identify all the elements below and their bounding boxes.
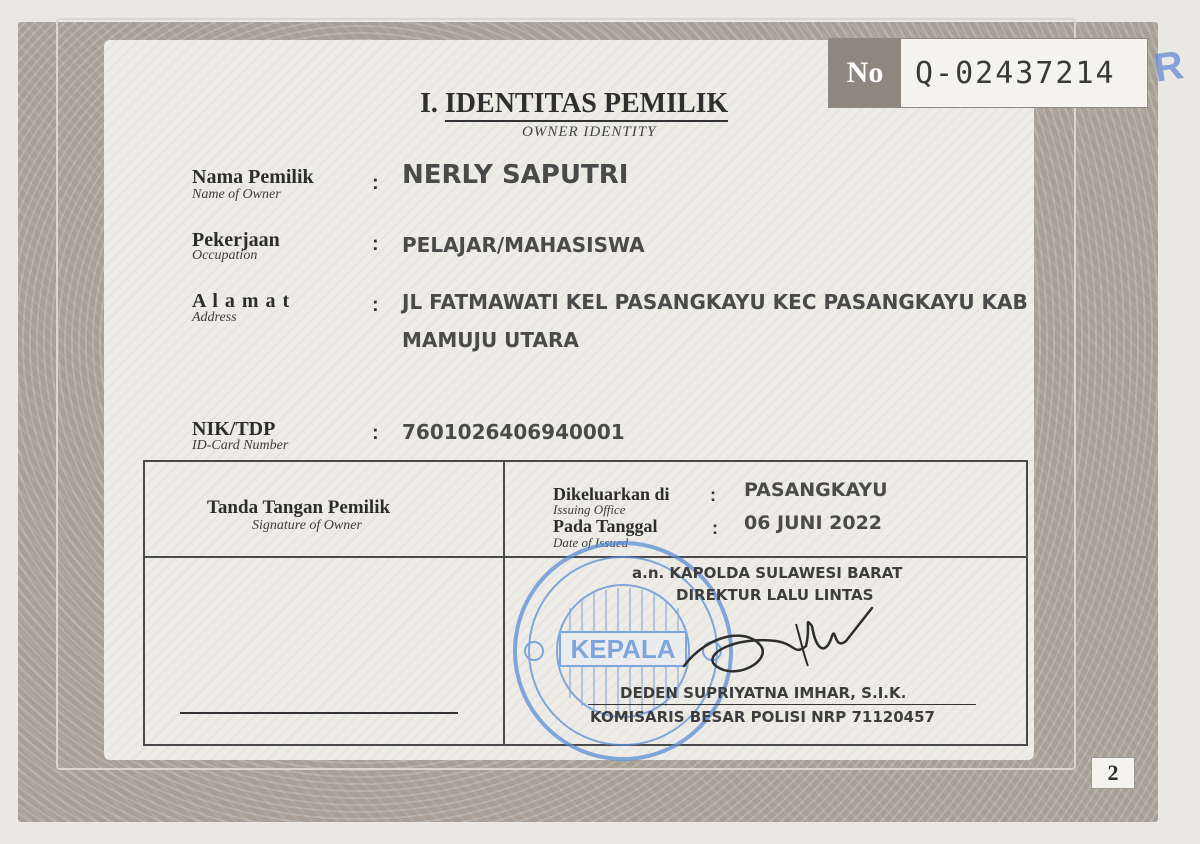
- issuing-office-label: Dikeluarkan di: [553, 484, 670, 504]
- issue-date-label: Pada Tanggal: [553, 516, 658, 536]
- section-subtitle: OWNER IDENTITY: [522, 124, 657, 140]
- address-label: A l a m a t: [192, 290, 291, 312]
- address-label-en: Address: [192, 310, 237, 325]
- edge-stamp-mark: R: [1151, 43, 1187, 91]
- occupation-value: PELAJAR/MAHASISWA: [402, 233, 645, 257]
- address-value-line2: MAMUJU UTARA: [402, 328, 579, 352]
- nik-value: 7601026406940001: [402, 420, 625, 444]
- stamp-center-text: KEPALA: [570, 634, 676, 664]
- address-colon: :: [372, 294, 379, 316]
- name-label: Nama Pemilik: [192, 166, 314, 188]
- page-number: 2: [1091, 757, 1135, 789]
- officer-signature: [676, 596, 876, 686]
- section-number: I.: [420, 88, 438, 119]
- table-divider-vertical: [503, 462, 505, 744]
- issue-date-colon: :: [712, 518, 718, 538]
- occupation-label-en: Occupation: [192, 248, 258, 263]
- owner-signature-title: Tanda Tangan Pemilik: [207, 497, 391, 518]
- owner-signature-subtitle: Signature of Owner: [252, 518, 362, 533]
- officer-name-underline: [588, 704, 976, 705]
- section-heading: [420, 88, 780, 120]
- owner-name-value: NERLY SAPUTRI: [402, 160, 629, 190]
- document-number-value: Q-02437214: [901, 39, 1147, 107]
- issuing-office-colon: :: [710, 485, 716, 505]
- nik-label: NIK/TDP: [192, 418, 276, 440]
- occupation-label: Pekerjaan: [192, 229, 280, 251]
- occupation-colon: :: [372, 233, 379, 255]
- nik-colon: :: [372, 422, 379, 444]
- authority-line2: DIREKTUR LALU LINTAS: [676, 586, 874, 604]
- nik-label-en: ID-Card Number: [192, 438, 289, 453]
- name-label-en: Name of Owner: [192, 187, 281, 202]
- officer-name: DEDEN SUPRIYATNA IMHAR, S.I.K.: [620, 684, 907, 702]
- issuing-office-value: PASANGKAYU: [744, 479, 888, 501]
- address-value-line1: JL FATMAWATI KEL PASANGKAYU KEC PASANGKAYU KAB: [402, 290, 1028, 314]
- issue-date-value: 06 JUNI 2022: [744, 512, 883, 534]
- owner-signature-line: [180, 712, 458, 714]
- issuing-office-label-en: Issuing Office: [553, 502, 626, 517]
- section-title: IDENTITAS PEMILIK: [445, 88, 728, 122]
- authority-line1: a.n. KAPOLDA SULAWESI BARAT: [632, 564, 903, 582]
- document-number-box: [828, 38, 1148, 108]
- issue-date-label-en: Date of Issued: [553, 535, 629, 550]
- document-number-label: No: [829, 39, 901, 107]
- name-colon: :: [372, 172, 379, 194]
- officer-rank: KOMISARIS BESAR POLISI NRP 71120457: [590, 708, 935, 726]
